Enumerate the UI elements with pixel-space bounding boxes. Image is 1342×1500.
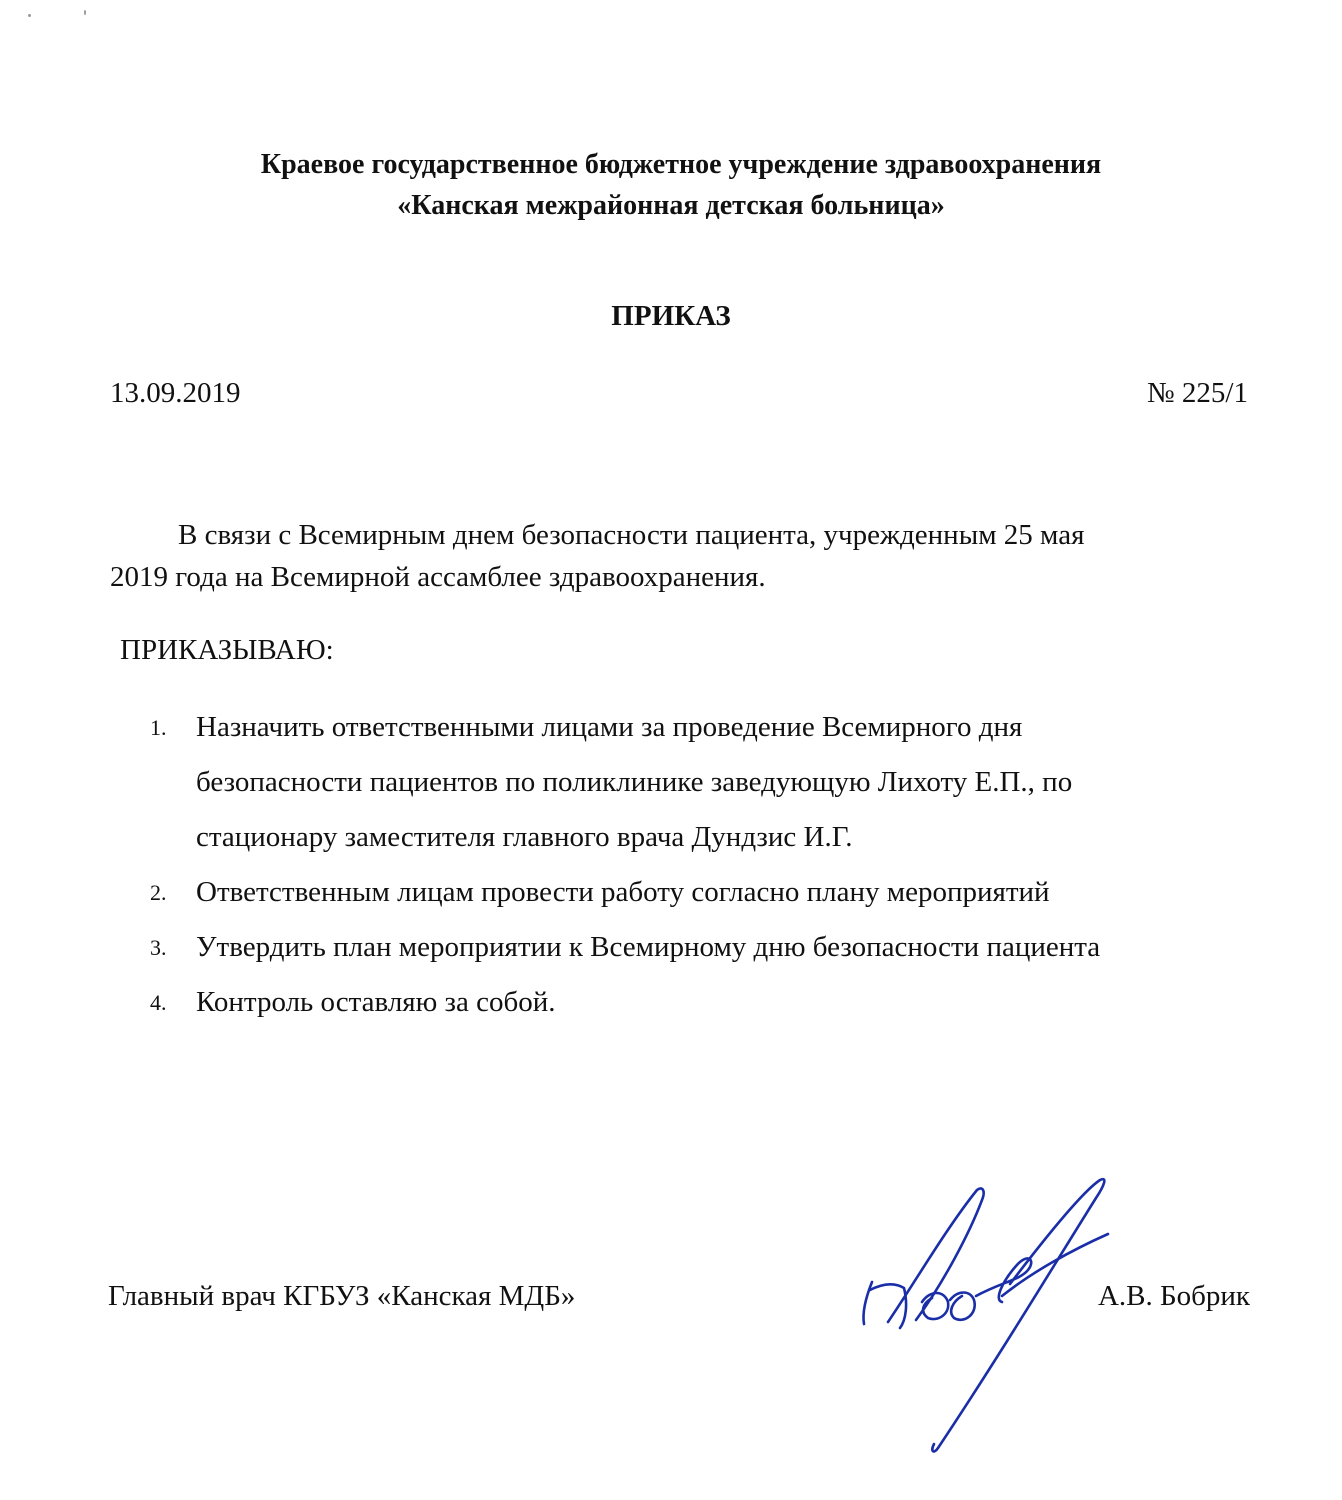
signatory-position: Главный врач КГБУЗ «Канская МДБ» — [108, 1280, 576, 1312]
order-item — [150, 920, 1260, 975]
order-item-line: безопасности пациентов по поликлинике заведующую Лихоту Е.П., по — [196, 766, 1073, 798]
order-items-list — [150, 700, 1260, 1030]
order-item — [150, 975, 1260, 1030]
order-item-number: 4. — [150, 990, 167, 1015]
signatory-name: А.В. Бобрик — [1097, 1280, 1250, 1312]
scan-speck — [84, 10, 86, 15]
handwritten-signature — [852, 1172, 1112, 1462]
order-date: 13.09.2019 — [110, 377, 241, 409]
preamble-line-1: В связи с Всемирным днем безопасности пациента, учрежденным 25 мая — [178, 519, 1085, 551]
scan-speck — [28, 14, 31, 17]
order-item-line: Назначить ответственными лицами за проведение Всемирного дня — [196, 711, 1023, 743]
institution-name-line-1: Краевое государственное бюджетное учреждение здравоохранения — [260, 149, 1102, 180]
order-item-line: Ответственным лицам провести работу согласно плану мероприятий — [196, 876, 1050, 908]
order-item-number: 1. — [150, 715, 167, 740]
order-directive-word: ПРИКАЗЫВАЮ: — [120, 634, 334, 666]
order-item-line: Контроль оставляю за собой. — [196, 986, 556, 1018]
order-item-number: 2. — [150, 880, 167, 905]
order-item — [150, 865, 1260, 920]
institution-name-line-2: «Канская межрайонная детская больница» — [397, 190, 945, 221]
order-item — [150, 700, 1260, 865]
document-title: ПРИКАЗ — [611, 300, 731, 332]
order-item-number: 3. — [150, 935, 167, 960]
order-item-line: Утвердить план мероприятии к Всемирному дню безопасности пациента — [196, 931, 1101, 963]
order-number: № 225/1 — [1147, 377, 1248, 409]
preamble-line-2: 2019 года на Всемирной ассамблее здравоохранения. — [110, 561, 766, 593]
order-item-line: стационару заместителя главного врача Дундзис И.Г. — [196, 821, 853, 853]
preamble — [110, 514, 1260, 598]
